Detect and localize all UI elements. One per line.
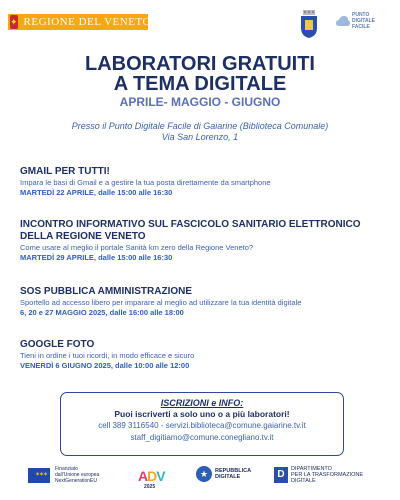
eu-funding-logo bbox=[28, 466, 99, 484]
section-description: Tieni in ordine i tuoi ricordi, in modo efficace e sicuro bbox=[20, 351, 195, 360]
rd-line-2: DIGITALE bbox=[215, 474, 241, 480]
section-heading: GMAIL PER TUTTI! bbox=[20, 166, 110, 177]
section-description: Impara le basi di Gmail e a gestire la tua posta direttamente da smartphone bbox=[20, 178, 271, 187]
section-datetime: 6, 20 e 27 MAGGIO 2025, dalle 16:00 alle 18:00 bbox=[20, 308, 184, 317]
info-heading: ISCRIZIONI e INFO: bbox=[160, 398, 244, 408]
municipal-crest-icon bbox=[300, 10, 318, 38]
cloud-icon bbox=[336, 15, 350, 27]
dtd-line-3: DIGITALE bbox=[291, 478, 316, 484]
title-line-2: A TEMA DIGITALE bbox=[113, 73, 287, 95]
info-box bbox=[60, 392, 344, 456]
eu-line-2: dall'Unione europea bbox=[55, 472, 100, 478]
regione-veneto-logo bbox=[8, 14, 151, 30]
section-datetime: MARTEDÌ 22 APRILE, dalle 15:00 alle 16:30 bbox=[20, 188, 173, 197]
adv-letter-a: A bbox=[138, 468, 148, 484]
adv-year: 2025 bbox=[144, 484, 156, 490]
eu-line-3: NextGenerationEU bbox=[55, 478, 97, 484]
adv-letter-d: D bbox=[147, 468, 157, 484]
location-line-1: Presso il Punto Digitale Facile di Gaiarine (Biblioteca Comunale) bbox=[71, 121, 329, 131]
section-fascicolo-sanitario bbox=[20, 219, 390, 263]
location-line-2: Via San Lorenzo, 1 bbox=[161, 132, 239, 142]
punto-digitale-facile-logo bbox=[336, 12, 388, 30]
title-line-1: LABORATORI GRATUITI bbox=[85, 53, 315, 75]
dtd-line-2: PER LA TRASFORMAZIONE bbox=[291, 472, 364, 478]
eu-line-1: Finanziato bbox=[55, 466, 79, 472]
rd-line-1: REPUBBLICA bbox=[215, 468, 252, 474]
info-subheading: Puoi iscriverti a solo uno o a più laboratori! bbox=[114, 409, 290, 419]
section-heading: INCONTRO INFORMATIVO SUL FASCICOLO SANITARIO ELETTRONICO DELLA REGIONE VENETO bbox=[20, 219, 361, 242]
dipartimento-trasformazione-digitale-logo bbox=[274, 466, 363, 484]
regione-veneto-label: REGIONE DEL VENETO bbox=[23, 16, 151, 28]
eu-flag-icon: ✶✶✶ bbox=[28, 468, 50, 483]
lion-icon: ✦ bbox=[10, 17, 18, 27]
info-contact-email: staff_digitiamo@comune.conegliano.tv.it bbox=[130, 433, 274, 442]
section-datetime: MARTEDÌ 29 APRILE, dalle 15:00 alle 16:30 bbox=[20, 253, 173, 262]
section-datetime: VENERDÌ 6 GIUGNO 2025, dalle 10:00 alle 12:00 bbox=[20, 361, 190, 370]
repubblica-digitale-logo bbox=[196, 466, 251, 482]
section-google-foto bbox=[20, 339, 390, 371]
adv-2025-logo bbox=[138, 468, 165, 490]
punto-digitale-facile-label: PUNTO DIGITALE FACILE bbox=[352, 12, 375, 30]
info-contact-phone-email: cell 389 3116540 - servizi.biblioteca@comune.gaiarine.tv.it bbox=[98, 421, 306, 430]
section-sos-pa bbox=[20, 286, 390, 318]
section-description: Sportello ad accesso libero per imparare al meglio ad utilizzare la tua identità digitale bbox=[20, 298, 302, 307]
dtd-line-1: DIPARTIMENTO bbox=[291, 466, 332, 472]
section-description: Come usare al meglio il portale Sanità km zero della Regione Veneto? bbox=[20, 243, 254, 252]
section-heading: GOOGLE FOTO bbox=[20, 339, 95, 350]
adv-letter-v: V bbox=[156, 468, 165, 484]
section-heading: SOS PUBBLICA AMMINISTRAZIONE bbox=[20, 286, 193, 297]
section-gmail bbox=[20, 166, 390, 198]
title-months: APRILE- MAGGIO - GIUGNO bbox=[119, 95, 281, 109]
repubblica-digitale-icon: ★ bbox=[196, 466, 212, 482]
dtd-icon: D bbox=[274, 467, 288, 483]
